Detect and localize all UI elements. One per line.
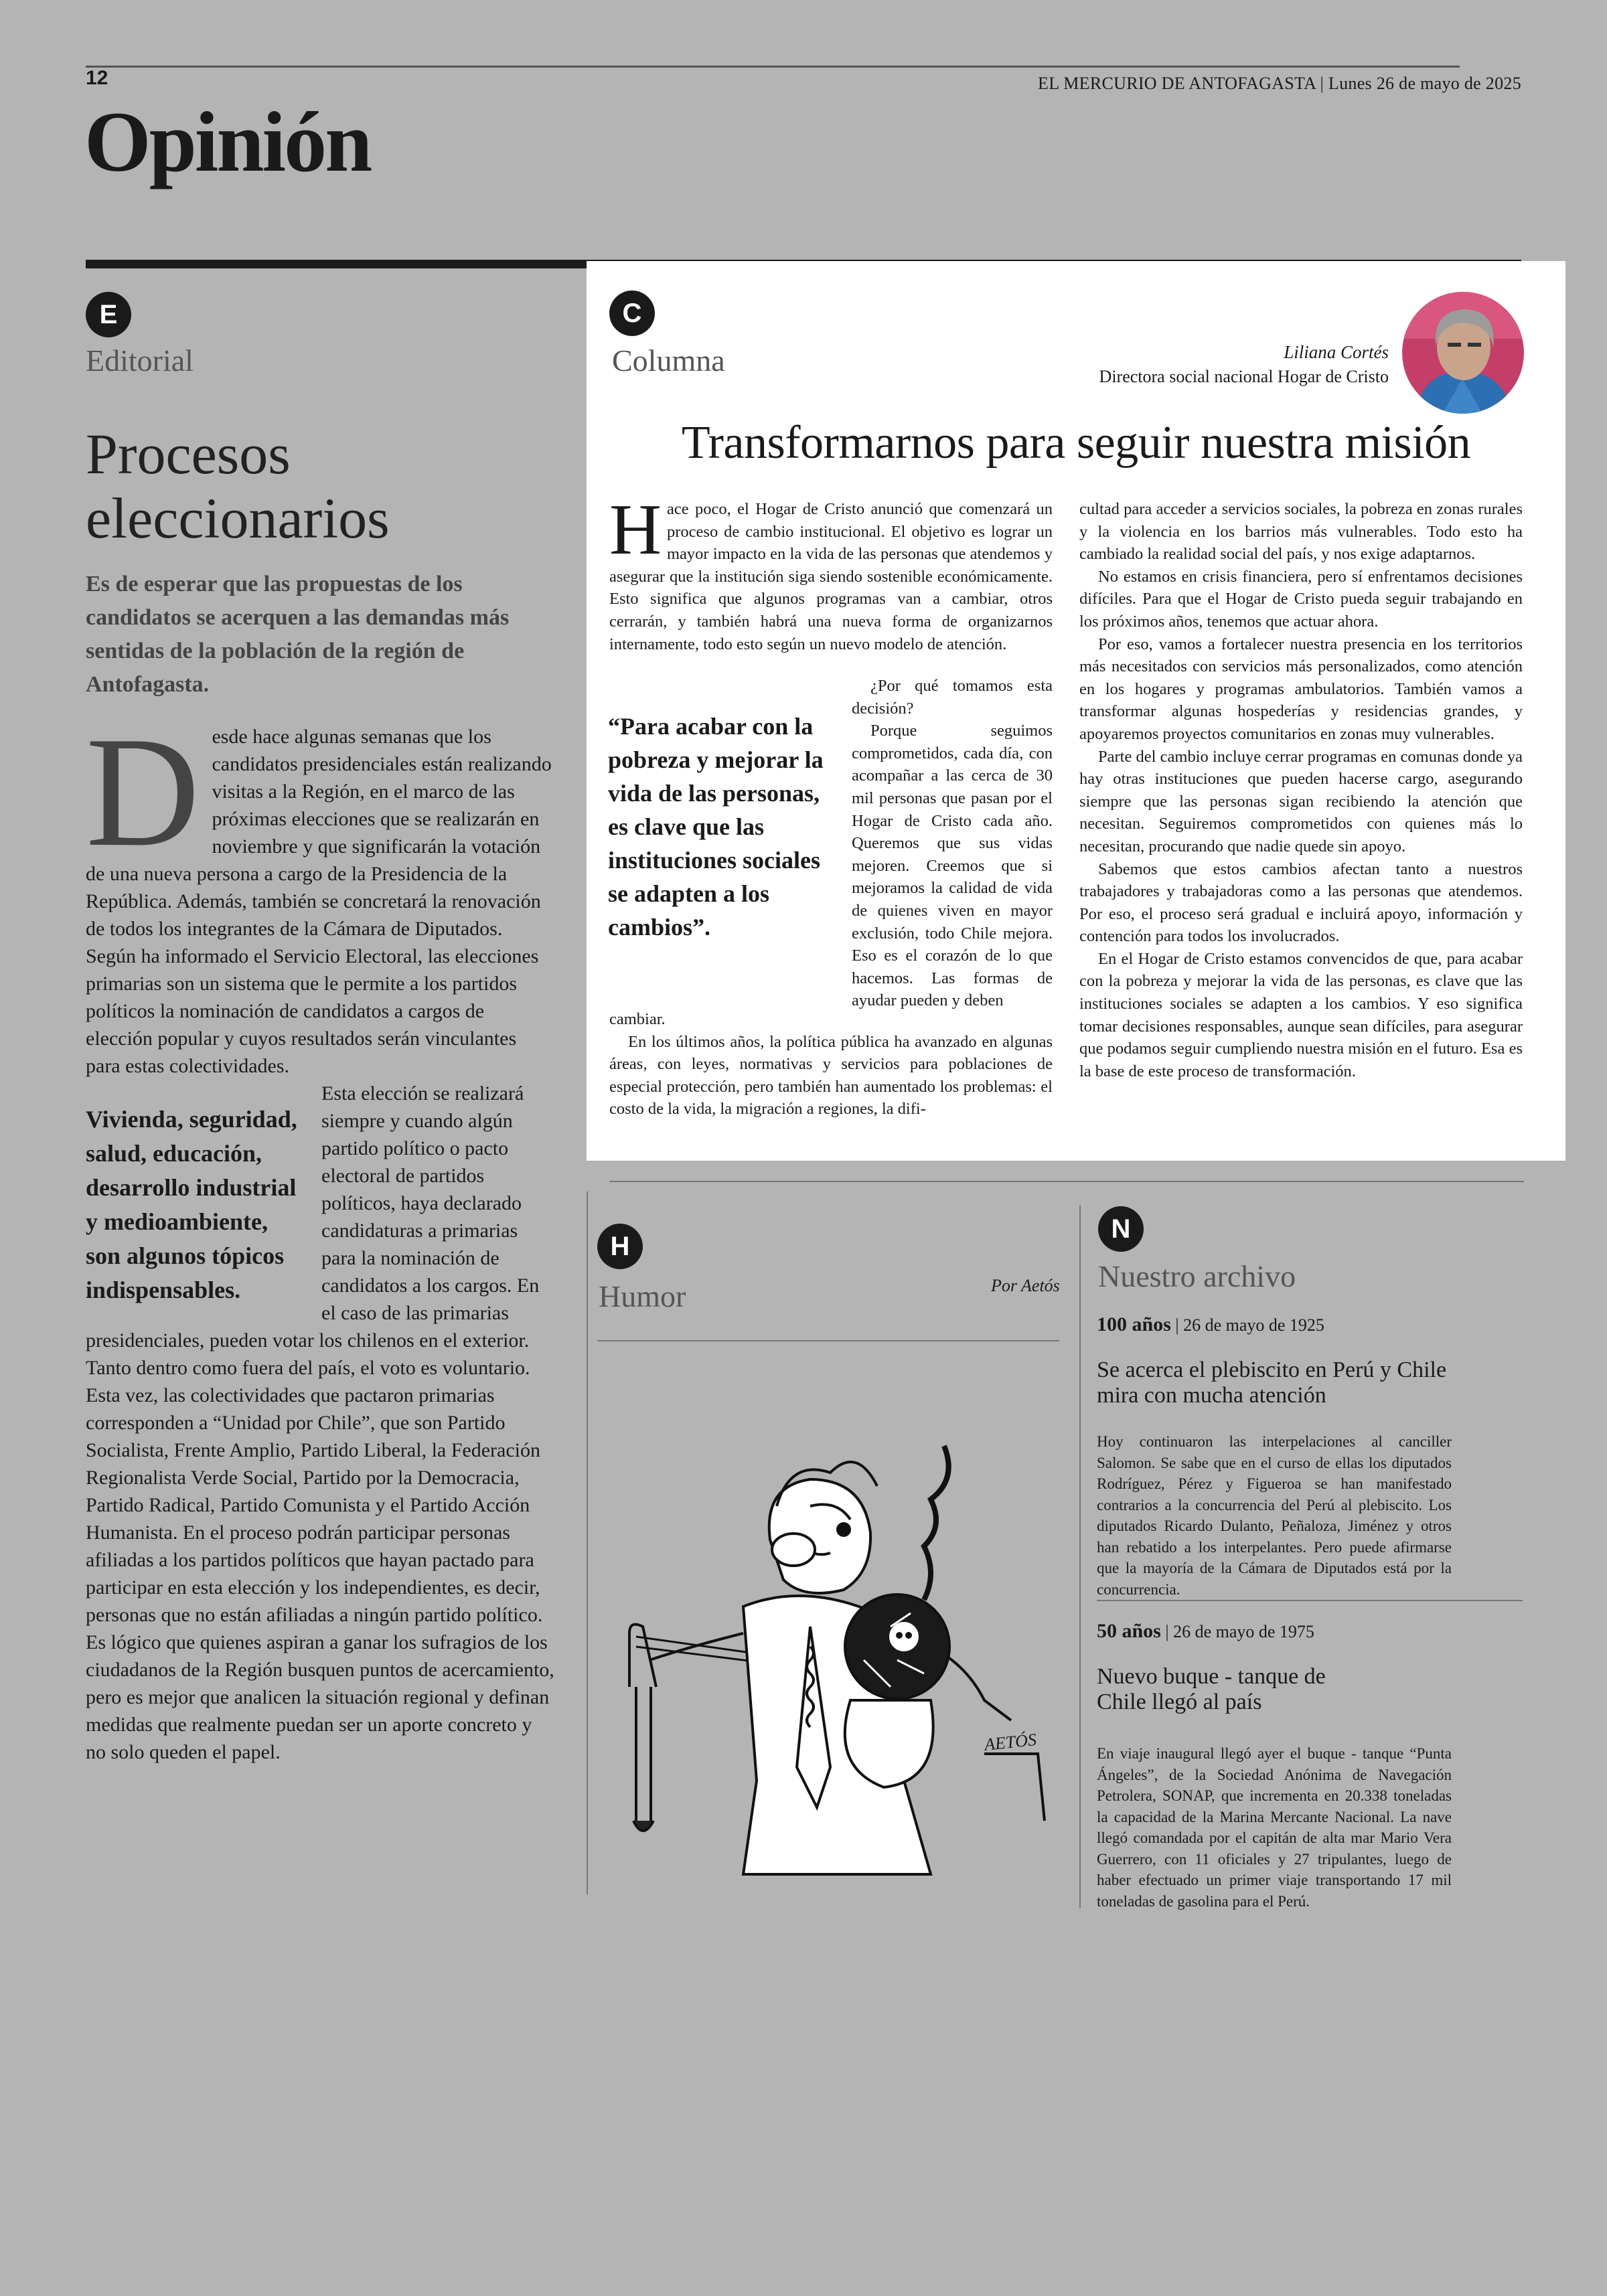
humor-badge: H (597, 1224, 643, 1269)
humor-rule (597, 1340, 1059, 1341)
archive-date: 26 de mayo de 1975 (1173, 1622, 1314, 1641)
column-paragraph: No estamos en crisis financiera, pero sí enfrentamos decisiones difíciles. Para que el Hogar de Cristo pueda seguir trabajando en los próximos años, tenemos que actuar ahora. (1079, 567, 1523, 631)
publication-name: EL MERCURIO DE ANTOFAGASTA (1038, 74, 1316, 93)
editorial-kicker: Editorial (86, 343, 194, 378)
archive-years: 50 años (1097, 1620, 1161, 1642)
column-divider (1079, 1205, 1081, 1908)
lower-rule (609, 1181, 1524, 1182)
cartoon-image (609, 1406, 1051, 1888)
editorial-paragraph: Vivienda, seguridad, salud, educación, desarrollo industrial y medioambiente, son algunos tópicos indispensables. Esta elección se realizará siempre y cuando algún partido político o pacto electoral de partidos políticos, haya declarado candidaturas a primarias para la nominación de candidatos a los cargos. En el caso de las primarias presidenciales, pueden votar los chilenos en el exterior. Tanto dentro como fuera del país, el voto es voluntario. (86, 1082, 540, 1379)
editorial-badge: E (86, 292, 131, 337)
editorial-title: Procesos eleccionarios (86, 422, 390, 550)
editorial-paragraph: Según ha informado el Servicio Electoral, las elecciones primarias son un sistema que le permite a los partidos políticos la nominación de candidatos a cargos de elección popular y cuyos resultados serán vinculantes para estas colectividades. (86, 945, 539, 1077)
editorial-paragraph: Esta vez, las colectividades que pactaron primarias corresponden a “Unidad por Chile”, que son Partido Socialista, Frente Amplio, Partido Liberal, la Federación Regionalista Verde Social, Partido por la Democracia, Partido Radical, Partido Comunista y el Partido Acción Humanista. En el proceso podrán participar personas afiliadas a los partidos políticos que hayan pactado para participar en esta elección y los independientes, es decir, personas que no están afiliadas a ningún partido político. (86, 1384, 543, 1626)
issue-date: Lunes 26 de mayo de 2025 (1328, 74, 1521, 93)
column-paragraph: Porque seguimos comprometidos, cada día, con acompañar a las cerca de 30 mil personas que pasan por el Hogar de Cristo cada año. Queremos que sus vidas mejoren. Creemos que si mejoramos la calidad de vida de quienes viven en mayor exclusión, todo Chile mejora. Eso es el corazón de lo que hacemos. Las formas de ayudar pueden y deben (852, 722, 1053, 1010)
cartoon-signature: AETÓS (983, 1730, 1038, 1754)
column-paragraph: Por eso, vamos a fortalecer nuestra presencia en los territorios más necesitados con servicios más personalizados, como atención en los hogares y programas ambulatorios. También vamos a transformar algunas hospederías y residencias grandes, y apoyaremos proyectos comunitarios en zonas muy vulnerables. (1079, 635, 1523, 743)
column-paragraph: Sabemos que estos cambios afectan tanto a nuestros trabajadores y trabajadoras como a las personas que atendemos. Por eso, el proceso será gradual e incluirá apoyo, información y contención para todos los involucrados. (1079, 859, 1523, 946)
editorial-pullquote: Vivienda, seguridad, salud, educación, desarrollo industrial y medioambiente, son algunos tópicos indispensables. (86, 1106, 297, 1303)
editorial-dropcap: D (86, 705, 200, 880)
humor-byline: Por Aetós (991, 1276, 1060, 1295)
archive-rule (1097, 1600, 1523, 1601)
top-rule (86, 66, 1460, 68)
column-dropcap: H (609, 490, 662, 570)
humor-kicker: Humor (599, 1279, 686, 1313)
editorial-paragraph: Es lógico que quienes aspiran a ganar los sufragios de los ciudadanos de la Región busquen puntos de acercamiento, pero es mejor que analicen la situación regional y definan medidas que realmente puedan ser un aporte concreto y no solo queden el papel. (86, 1631, 554, 1763)
column-col1-top (609, 490, 1053, 655)
column-paragraph: En el Hogar de Cristo estamos convencidos de que, para acabar con la pobreza y mejorar la vida de las personas, es clave que las instituciones sociales se adapten a los cambios. Y eso significa tomar decisiones responsables, aunque sean difíciles, para asegurar que podamos seguir cumpliendo nuestra misión en el futuro. Esa es la base de este proceso de transformación. (1079, 949, 1523, 1080)
archive-date: 26 de mayo de 1925 (1183, 1315, 1324, 1335)
column-col2 (1079, 498, 1523, 1082)
column-paragraph: cultad para acceder a servicios sociales, la pobreza en zonas rurales y la violencia en los barrios más vulnerables. Todo esto ha cambiado la realidad social del país, y nos exige adaptarnos. (1079, 500, 1523, 564)
editorial-lead: Es de esperar que las propuestas de los candidatos se acerquen a las demandas más sentidas de la población de la región de Antofagasta. (86, 572, 510, 697)
archive-badge: N (1098, 1206, 1144, 1252)
column-divider (587, 1192, 588, 1894)
column-author-role: Directora social nacional Hogar de Cristo (1099, 367, 1389, 386)
editorial-body (86, 705, 554, 1766)
column-col1-narrow (852, 675, 1053, 1012)
column-paragraph: ¿Por qué tomamos esta decisión? (852, 677, 1053, 718)
section-title: Opinión (84, 94, 371, 189)
column-kicker: Columna (612, 343, 725, 378)
column-title: Transformarnos para seguir nuestra misión (681, 417, 1471, 469)
archive-item-body: En viaje inaugural llegó ayer el buque - tanque “Punta Ángeles”, de la Sociedad Anónima de Navegación Petrolera, SONAP, que incrementa en 20.338 toneladas la capacidad de la Marina Mercante Nacional. La nave llegó comandada por el capitán de alta mar Mario Vera Guerrero, con 11 oficiales y 27 tripulantes, luego de haber efectuado un primer viaje transportando 17 mil toneladas de gasolina para el Perú. (1097, 1745, 1452, 1910)
column-author-name: Liliana Cortés (1284, 342, 1389, 362)
column-paragraph: Hace poco, el Hogar de Cristo anunció que comenzará un proceso de cambio institucional. El objetivo es lograr un mayor impacto en la vida de las personas que atendemos y asegurar que la institución siga siendo sostenible económicamente. Esto significa que algunos programas van a cambiar, otros cerrarán, y también habrá una nueva forma de organizarnos internamente, todo esto según un nuevo modelo de atención. (609, 490, 1053, 653)
column-paragraph: Parte del cambio incluye cerrar programas en comunas donde ya hay otras instituciones que pueden hacerse cargo, asegurando siempre que las personas sigan recibiendo la atención que necesitan. Seguiremos comprometidos con quienes más lo necesitan, procurando que nadie quede sin apoyo. (1079, 747, 1523, 855)
editorial-paragraph: Desde hace algunas semanas que los candidatos presidenciales están realizando visitas a la Región, en el marco de las próximas elecciones que se realizarán en noviembre y que significarán la votación de una nueva persona a cargo de la Presidencia de la República. Además, también se concretará la renovación de todos los integrantes de la Cámara de Diputados. (86, 705, 552, 940)
page-number: 12 (86, 67, 108, 89)
column-author-block (1099, 340, 1389, 389)
archive-years: 100 años (1097, 1313, 1171, 1335)
archive-item-title: Se acerca el plebiscito en Perú y Chile mira con mucha atención (1097, 1358, 1447, 1408)
column-paragraph: En los últimos años, la política pública ha avanzado en algunas áreas, con leyes, normativas y servicios para poblaciones de especial protección, pero también han aumentado los problemas: el costo de la vida, la migración a regiones, la difi- (609, 1032, 1053, 1119)
column-pullquote: “Para acabar con la pobreza y mejorar la vida de las personas, es clave que las instituciones sociales se adapten a los cambios”. (608, 713, 824, 940)
column-paragraph: cambiar. (609, 1010, 666, 1028)
author-avatar (1402, 292, 1524, 414)
archive-item-title: Nuevo buque - tanque de Chile llegó al país (1097, 1664, 1326, 1714)
column-col1-bottom (609, 1008, 1053, 1121)
archive-item-body: Hoy continuaron las interpelaciones al canciller Salomon. Se sabe que en el curso de ellas los diputados Rodríguez, Pérez y Figueroa se han manifestado contrarios a la concurrencia del Perú al plebiscito. Los diputados Ricardo Dulanto, Peñaloza, Jiménez y otros han rebatido a los interpelantes. Pero puede afirmarse que la mayoría de la Cámara de Diputados está por la concurrencia. (1097, 1433, 1452, 1598)
archive-item-header: 100 años | 26 de mayo de 1925 (1097, 1313, 1324, 1335)
masthead: EL MERCURIO DE ANTOFAGASTA | Lunes 26 de mayo de 2025 (1038, 74, 1521, 93)
archive-kicker: Nuestro archivo (1098, 1259, 1296, 1293)
column-badge: C (609, 291, 655, 336)
archive-item-header: 50 años | 26 de mayo de 1975 (1097, 1620, 1314, 1642)
